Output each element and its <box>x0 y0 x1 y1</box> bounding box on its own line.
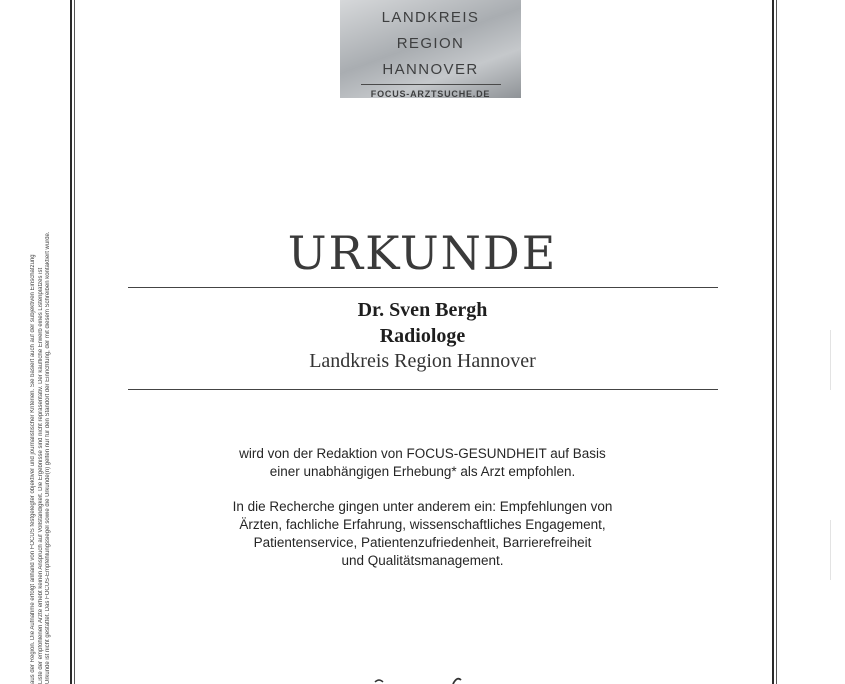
paragraph-line: In die Recherche gingen unter anderem ein: Empfehlungen von <box>232 499 613 514</box>
recommendation-paragraph <box>0 445 845 481</box>
side-disclaimer-line: aus der Region. Die Aufnahme erfolgt anhand von FOCUS festgelegter objektiver und journalistischer Kriterien. Sie basiert auch auf der subjektiven Einschätzung <box>30 254 36 684</box>
criteria-paragraph <box>0 498 845 570</box>
signature-fragment <box>365 672 475 684</box>
seal-line-2: REGION <box>396 35 465 52</box>
seal-line-3: HANNOVER <box>382 61 479 78</box>
paragraph-line: und Qualitätsmanagement. <box>341 553 504 568</box>
paragraph-line: einer unabhängigen Erhebung* als Arzt empfohlen. <box>269 464 576 479</box>
paragraph-line: Patientenservice, Patientenzufriedenheit, Barrierefreiheit <box>253 535 592 550</box>
paragraph-line: Ärzten, fachliche Erfahrung, wissenschaftliches Engagement, <box>239 517 606 532</box>
doctor-specialty: Radiologe <box>379 325 466 347</box>
seal-divider <box>361 84 501 85</box>
focus-seal <box>340 0 521 98</box>
divider-top <box>128 287 718 288</box>
doctor-name: Dr. Sven Bergh <box>357 299 488 321</box>
paragraph-line: wird von der Redaktion von FOCUS-GESUNDHEIT auf Basis <box>239 446 606 461</box>
seal-source: FOCUS-ARZTSUCHE.DE <box>370 89 491 99</box>
divider-bottom <box>128 389 718 390</box>
side-disclaimer <box>30 94 70 684</box>
certificate-title: URKUNDE <box>287 226 558 280</box>
side-disclaimer-line: Urkunde ist nicht gestattet. Das FOCUS-Empfehlungssiegel sowie die Urkunde(n) gelten nur für den Standort der Einrichtung, der mit diesem Schreiben kontaktiert wurde. <box>45 231 52 684</box>
doctor-region: Landkreis Region Hannover <box>309 350 536 372</box>
seal-line-1: LANDKREIS <box>381 9 480 26</box>
side-disclaimer-line: Liste der empfohlenen Ärzte erhebt keinen Anspruch auf Vollständigkeit. Die Ergebnisse sind nicht repräsentativ. Der käufliche Erwerb eines Listenplatzes ist <box>37 267 44 684</box>
